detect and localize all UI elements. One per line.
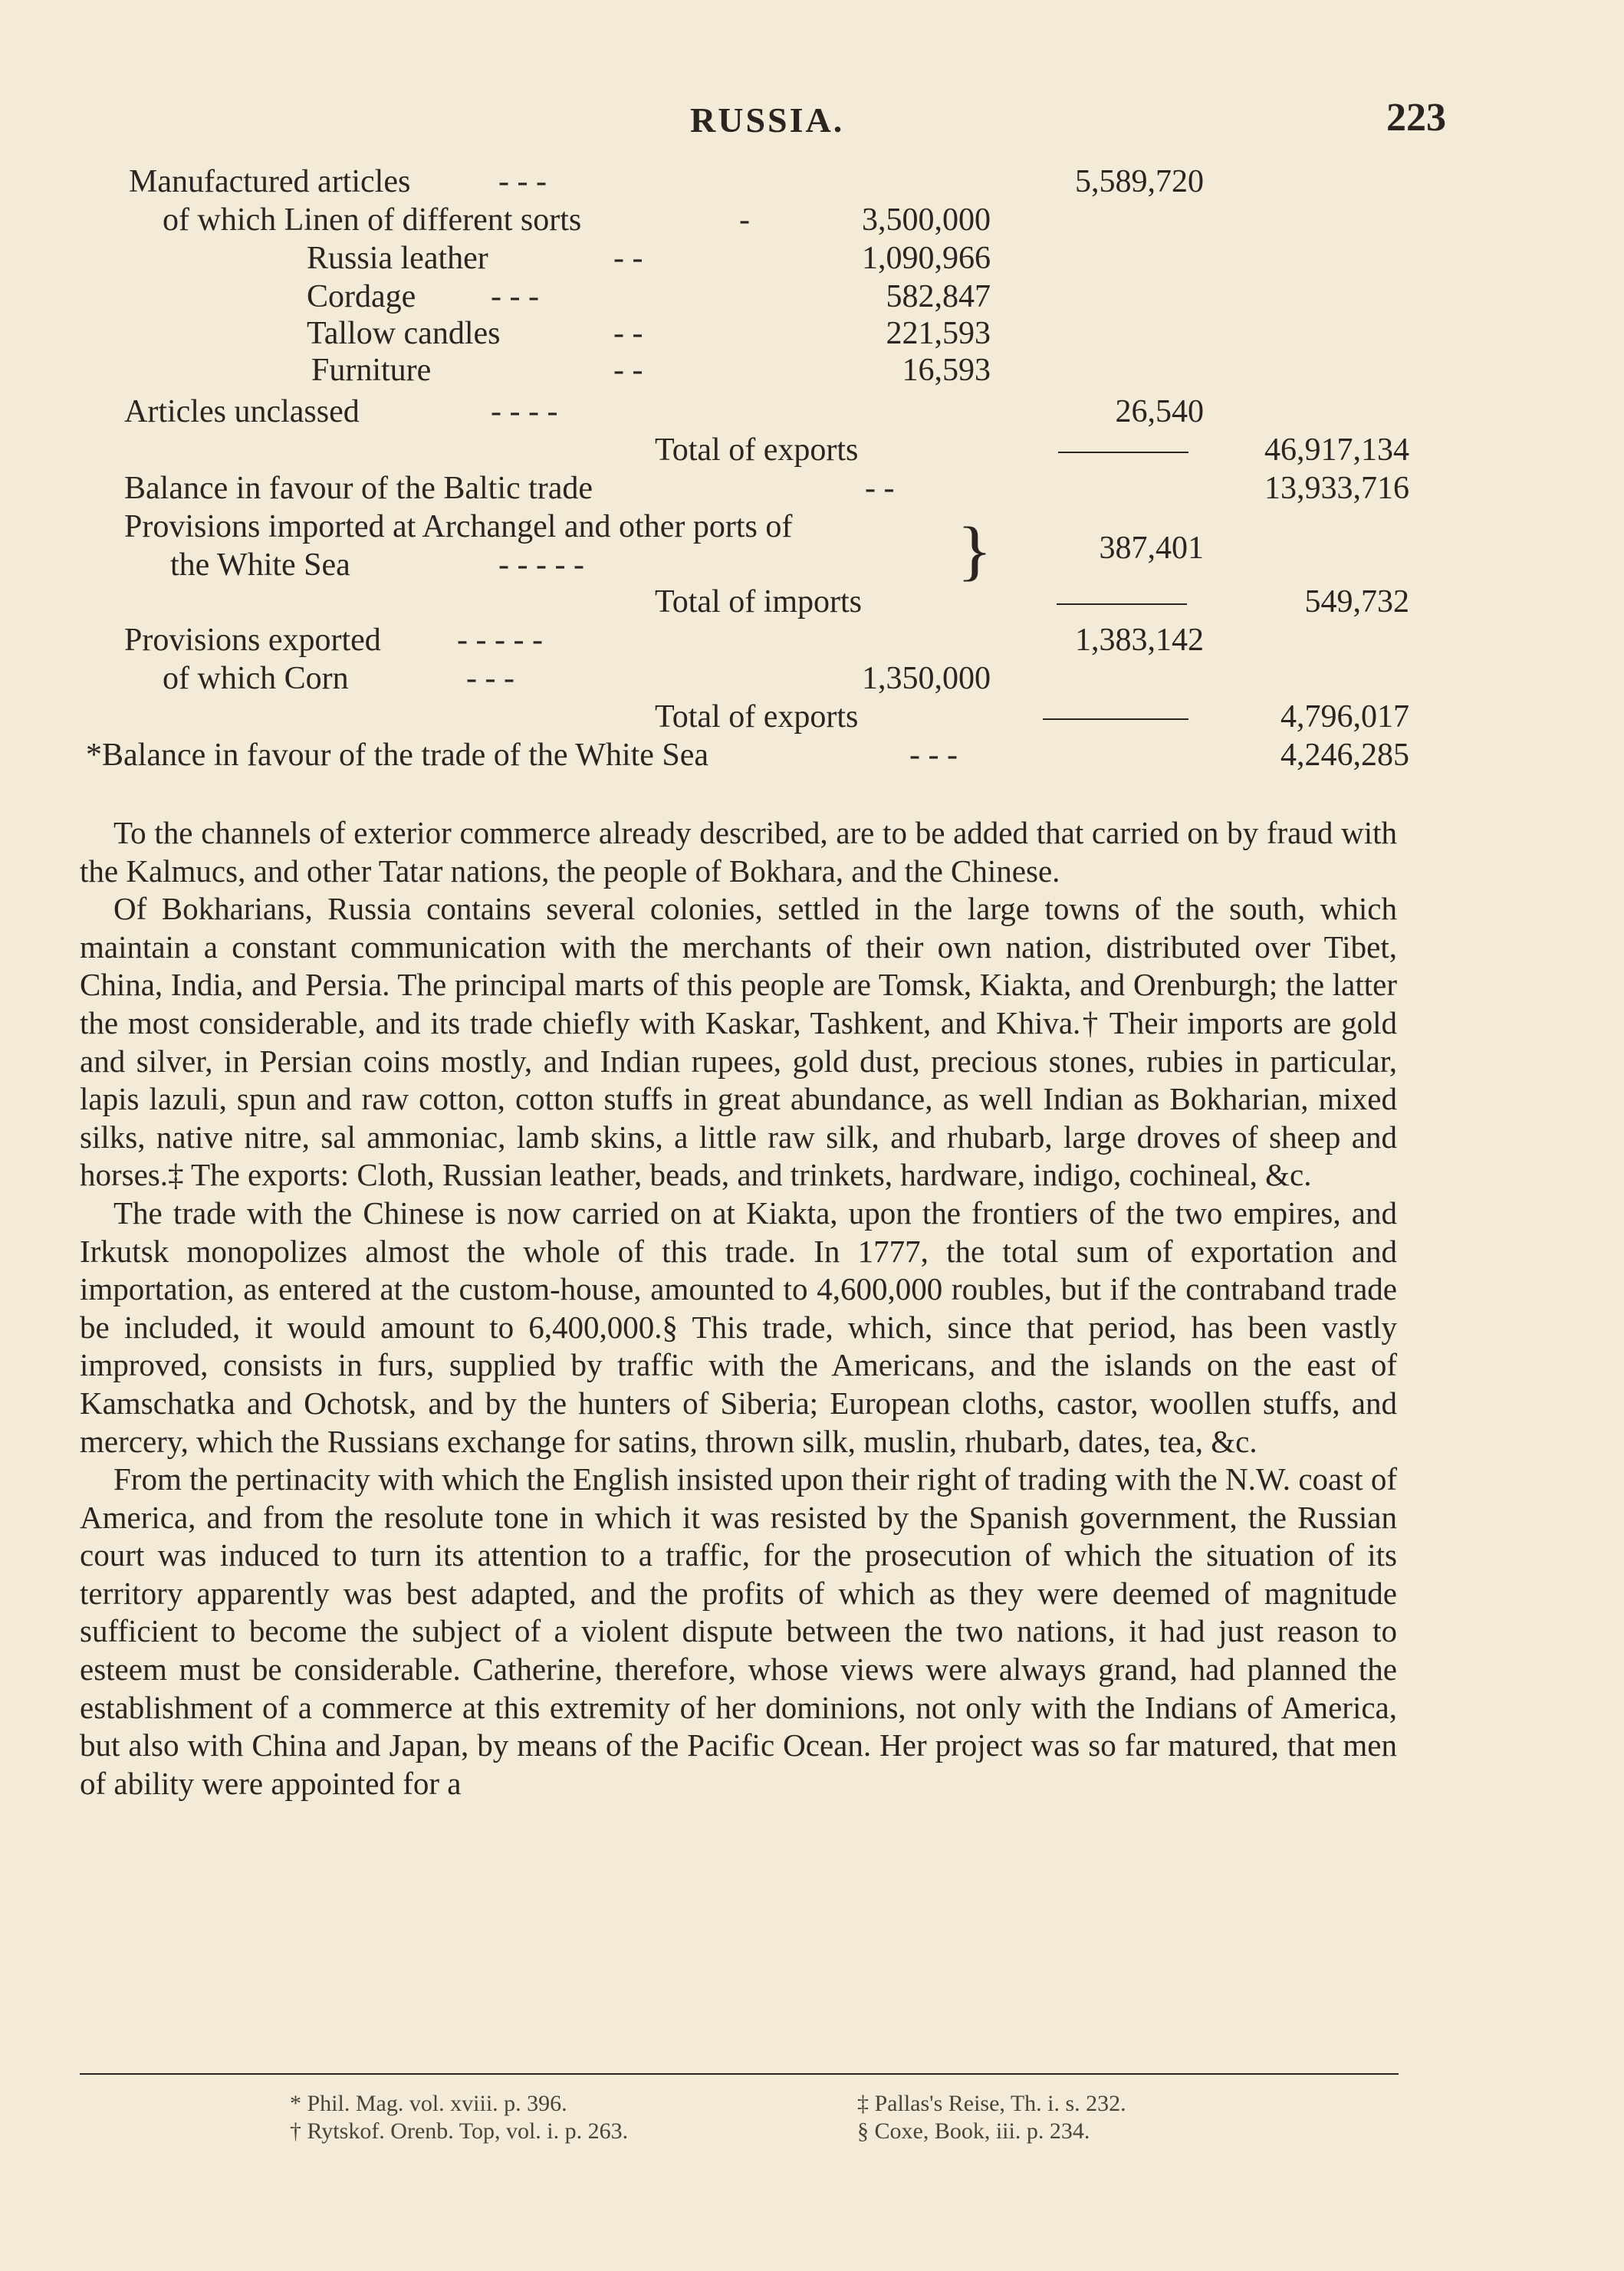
row-leader: - (739, 202, 750, 238)
total-rule (1057, 603, 1187, 605)
row-leader: - - - (498, 164, 547, 199)
table-row (0, 278, 1624, 316)
row-leader: - - - - (491, 394, 558, 429)
paragraph: To the channels of exterior commerce already described, are to be added that carried on by fraud with the Kalmucs, and other Tatar nations, the people of Bokhara, and the Chinese. (80, 815, 1397, 889)
page-number: 223 (1386, 96, 1446, 140)
table-row (0, 163, 1624, 201)
row-leader: - - (613, 316, 643, 351)
row-leader: - - - (466, 661, 514, 696)
row-label: Provisions exported (124, 623, 381, 658)
table-row (0, 659, 1624, 698)
row-value: 221,593 (886, 316, 991, 351)
footnote: ‡ Pallas's Reise, Th. i. s. 232. (857, 2091, 1126, 2116)
row-value: 549,732 (1304, 584, 1409, 620)
paragraph: Of Bokharians, Russia contains several colonies, settled in the large towns of the south, which maintain a constant communication with the merchants of their own nation, distributed over Tibet, China, India, and Persia. The principal marts of this people are Tomsk, Kiakta, and Orenburgh; the latter the most considerable, and its trade chiefly with Kaskar, Tashkent, and Khiva.† Their imports are gold and silver, in Persian coins mostly, and Indian rupees, gold dust, precious stones, rubies in particular, lapis lazuli, spun and raw cotton, cotton stuffs in great abundance, as well Indian as Bokharian, mixed silks, native nitre, sal ammoniac, lamb skins, a little raw silk, and rhubarb, large droves of sheep and horses.‡ The exports: Cloth, Russian leather, beads, and trinkets, hardware, indigo, cochineal, &c. (80, 891, 1397, 1193)
table-row (0, 531, 1624, 584)
row-label: Furniture (311, 353, 432, 388)
row-leader: - - - - - (457, 623, 543, 658)
row-value: 13,933,716 (1264, 471, 1409, 506)
row-leader: - - (613, 241, 643, 276)
table-row (0, 239, 1624, 278)
row-leader: - - - (491, 279, 539, 314)
table-row (0, 698, 1624, 736)
total-label: Total of imports (655, 584, 863, 620)
brace-symbol: } (957, 513, 993, 587)
table-row (0, 314, 1624, 353)
table-row (0, 393, 1624, 431)
row-label: Tallow candles (307, 316, 501, 351)
row-value: 1,350,000 (862, 661, 991, 696)
row-value: 582,847 (886, 279, 991, 314)
row-leader: - - (865, 471, 895, 506)
row-label: Provisions imported at Archangel and other ports of (124, 509, 793, 544)
total-label: Total of exports (655, 432, 859, 468)
row-label: of which Corn (163, 661, 349, 696)
footnote: § Coxe, Book, iii. p. 234. (857, 2118, 1090, 2144)
table-row (0, 431, 1624, 469)
row-value: 4,246,285 (1280, 738, 1409, 773)
footnote: † Rytskof. Orenb. Top, vol. i. p. 263. (290, 2118, 629, 2144)
table-row (0, 469, 1624, 508)
row-value: 3,500,000 (862, 202, 991, 238)
row-value: 46,917,134 (1264, 432, 1409, 468)
row-label: Russia leather (307, 241, 488, 276)
paragraph: From the pertinacity with which the English insisted upon their right of trading with the N.W. coast of America, and from the resolute tone in which it was resisted by the Spanish government, the Russian court was induced to turn its attention to a traffic, for the prosecution of which the situation of its territory apparently was best adapted, and the profits of which as they were deemed of magnitude sufficient to become the subject of a violent dispute between the two nations, it had just reason to esteem must be considerable. Catherine, therefore, whose views were always grand, had planned the establishment of a commerce at this extremity of her dominions, not only with the Indians of America, but also with China and Japan, by means of the Pacific Ocean. Her project was so far matured, that men of ability were appointed for a (80, 1461, 1397, 1801)
table-row (0, 201, 1624, 239)
row-value: 5,589,720 (1075, 164, 1204, 199)
table-row (0, 508, 1624, 546)
table-row (0, 621, 1624, 659)
row-label: Balance in favour of the Baltic trade (124, 471, 593, 506)
row-label: Articles unclassed (124, 394, 360, 429)
paragraph: The trade with the Chinese is now carried on at Kiakta, upon the frontiers of the two empires, and Irkutsk monopolizes almost the whole of this trade. In 1777, the total sum of exportation and importation, as entered at the custom-house, amounted to 4,600,000 roubles, but if the contraband trade be included, it would amount to 6,400,000.§ This trade, which, since that period, has been vastly improved, consists in furs, supplied by traffic with the Americans, and the islands on the east of Kamschatka and Ochotsk, and by the hunters of Siberia; European cloths, castor, woollen stuffs, and mercery, which the Russians exchange for satins, thrown silk, muslin, rhubarb, dates, tea, &c. (80, 1195, 1397, 1459)
row-value: 1,090,966 (862, 241, 991, 276)
row-label: Manufactured articles (129, 164, 411, 199)
table-row (0, 736, 1624, 774)
row-label: Cordage (307, 279, 416, 314)
row-leader: - - - - - (498, 547, 584, 583)
row-label: of which Linen of different sorts (163, 202, 582, 238)
row-label: the White Sea (170, 547, 350, 583)
row-value: 26,540 (1115, 394, 1204, 429)
footnote: * Phil. Mag. vol. xviii. p. 396. (290, 2091, 567, 2116)
total-label: Total of exports (655, 699, 859, 735)
row-label: *Balance in favour of the trade of the White Sea (86, 738, 709, 773)
running-head: RUSSIA. (690, 100, 845, 140)
row-value: 4,796,017 (1280, 699, 1409, 735)
footnote-rule (80, 2073, 1399, 2075)
row-leader: - - - (909, 738, 958, 773)
total-rule (1043, 718, 1188, 720)
row-value: 387,401 (1099, 531, 1204, 566)
row-value: 16,593 (902, 353, 991, 388)
body-text (80, 814, 1397, 1803)
total-rule (1058, 452, 1188, 453)
table-row (0, 583, 1624, 621)
row-value: 1,383,142 (1075, 623, 1204, 658)
table-row (0, 351, 1624, 389)
row-leader: - - (613, 353, 643, 388)
